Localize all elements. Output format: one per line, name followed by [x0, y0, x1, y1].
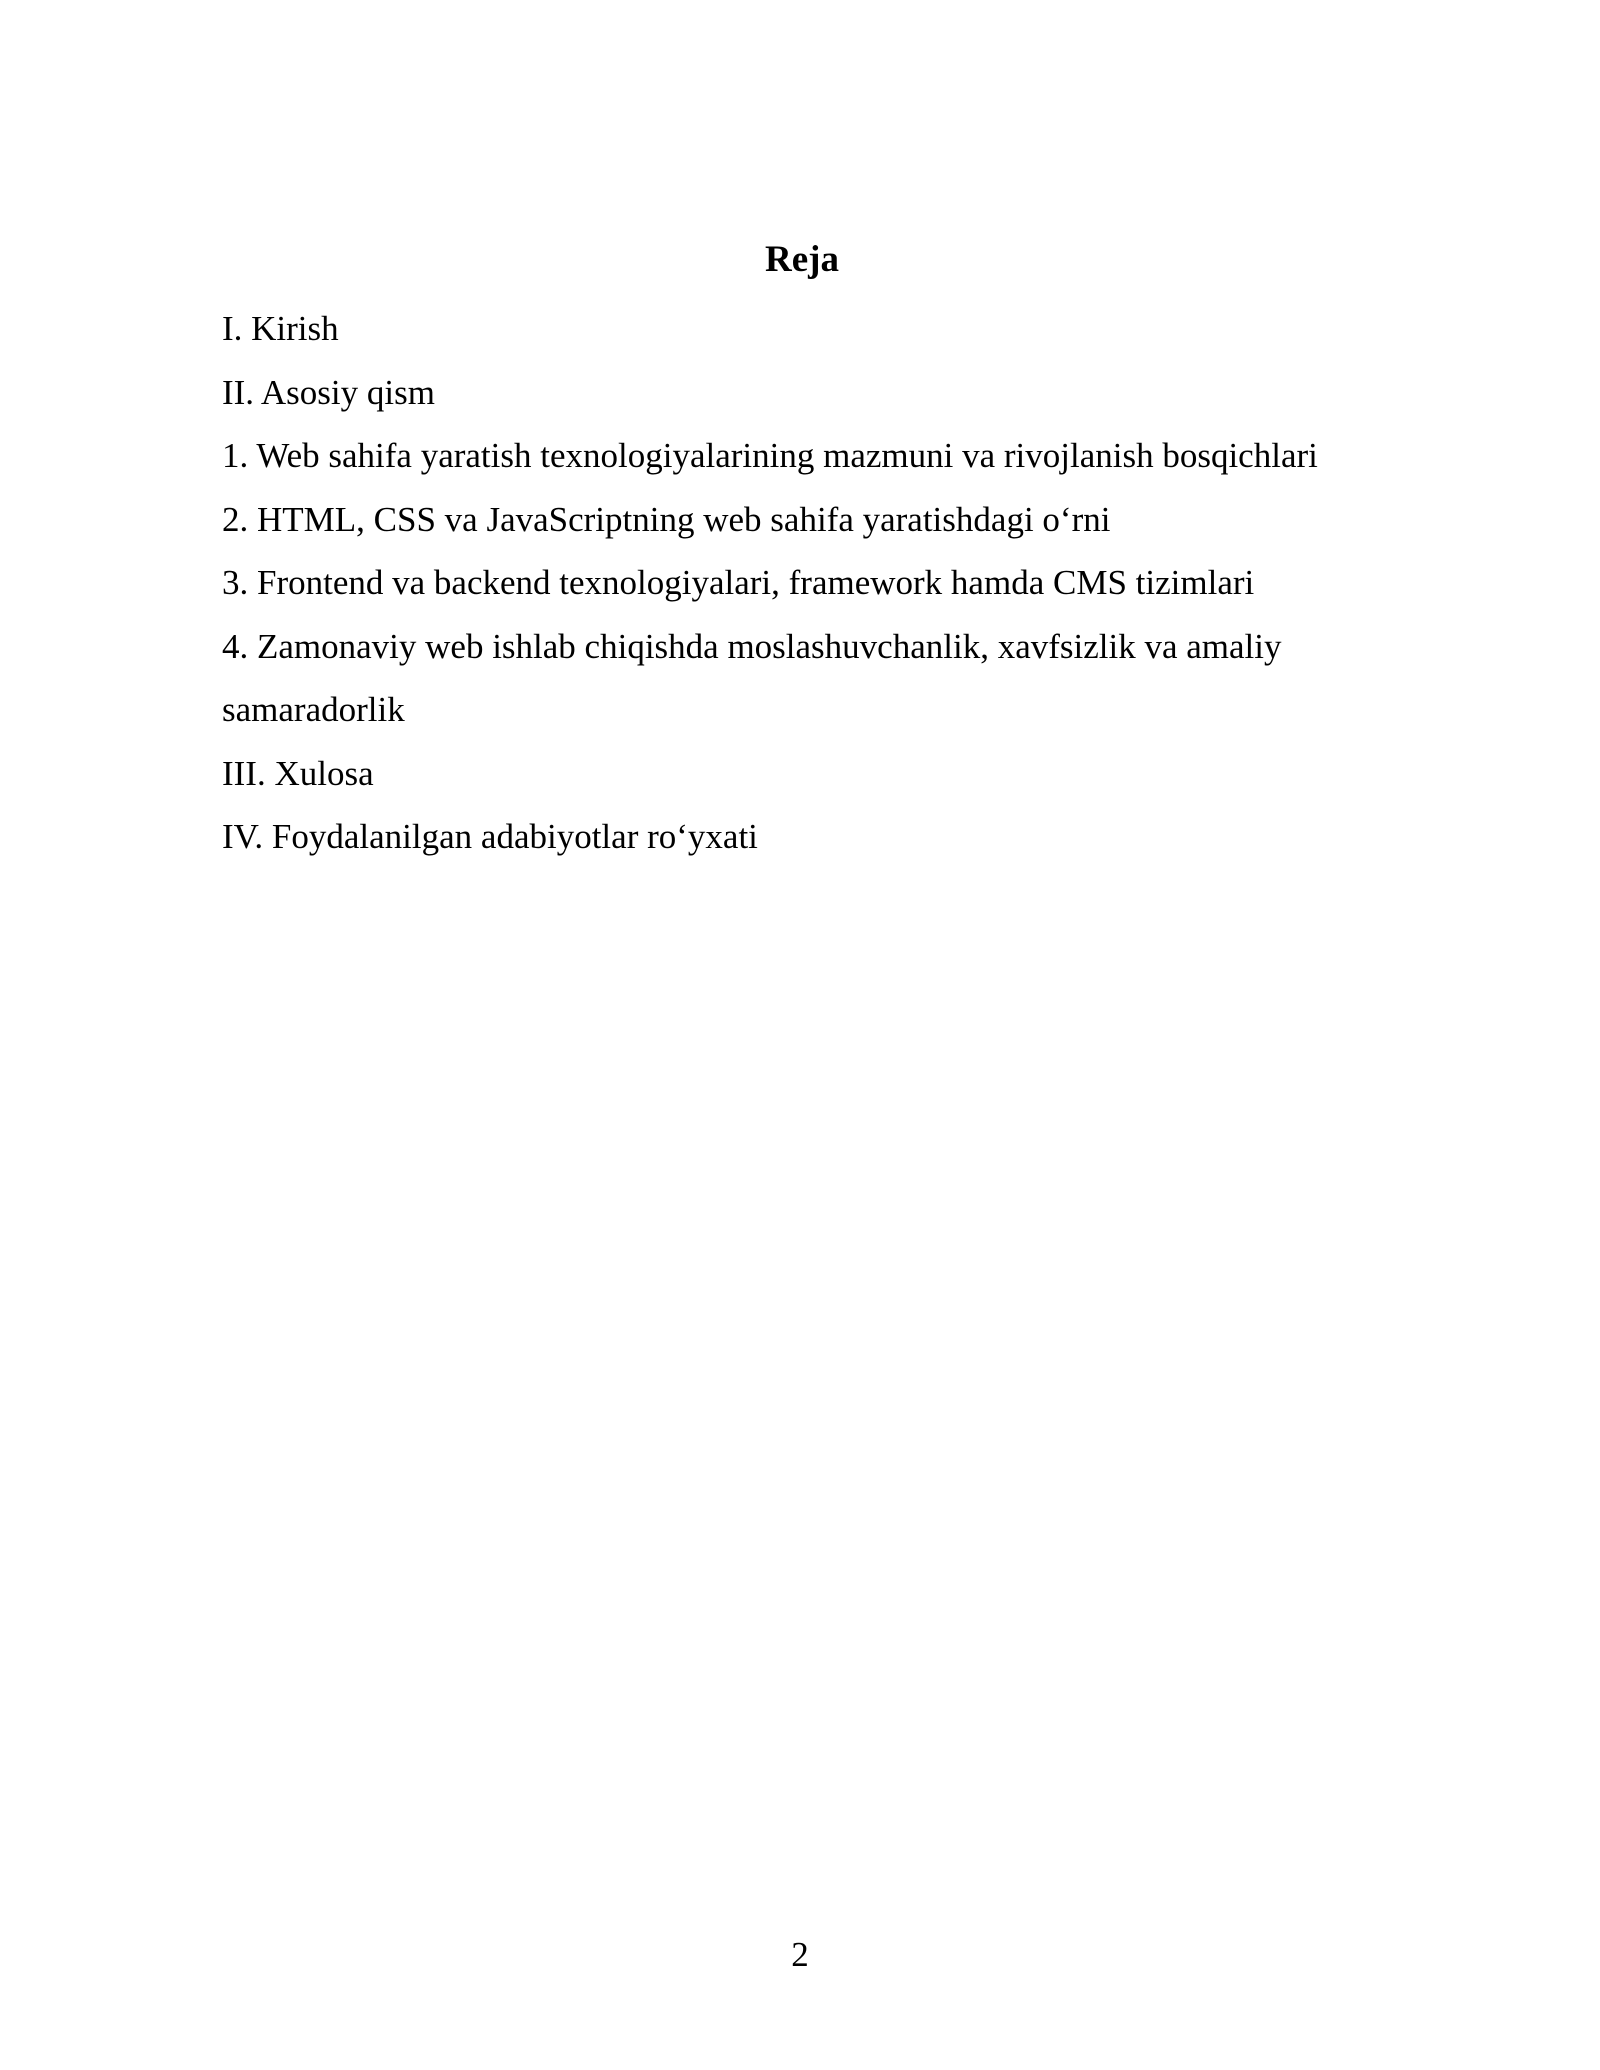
page-number: 2 — [791, 1935, 809, 1974]
plan-item-kirish: I. Kirish — [222, 309, 339, 348]
plan-item-3: 3. Frontend va backend texnologiyalari, framework hamda CMS tizimlari — [222, 563, 1255, 602]
plan-item-xulosa: III. Xulosa — [222, 753, 374, 793]
plan-item-2: 2. HTML, CSS va JavaScriptning web sahifa yaratishdagi o‘rni — [222, 499, 1111, 539]
page-content — [222, 222, 1382, 869]
plan-item-adabiyotlar: IV. Foydalanilgan adabiyotlar ro‘yxati — [222, 817, 758, 856]
plan-item-4: 4. Zamonaviy web ishlab chiqishda moslashuvchanlik, xavfsizlik va amaliy samaradorlik — [222, 626, 1282, 729]
plan-item-1: 1. Web sahifa yaratish texnologiyalarining mazmuni va rivojlanish bosqichlari — [222, 436, 1318, 475]
page-title: Reja — [765, 239, 839, 280]
plan-item-asosiy-qism: II. Asosiy qism — [222, 372, 435, 412]
plan-list — [222, 297, 1382, 869]
